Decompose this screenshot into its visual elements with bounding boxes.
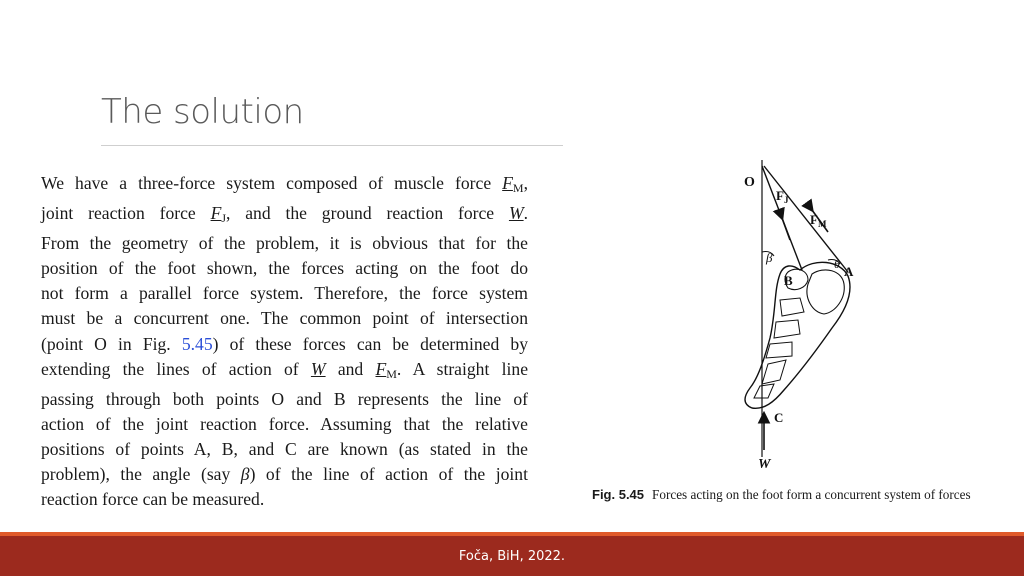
solution-paragraph (41, 171, 528, 512)
fj-symbol: $F_J$ (210, 203, 226, 226)
point-c-label: C (774, 410, 784, 425)
foot-force-diagram (700, 152, 880, 477)
paragraph-line: problem), the angle (say β) of the line of action of the joint (41, 464, 528, 485)
figure-caption (592, 487, 971, 503)
paragraph-line: reaction force can be measured. (41, 489, 265, 510)
paragraph-line: passing through both points O and B represents the line of (41, 388, 528, 409)
figure-caption-text: Forces acting on the foot form a concurrent system of forces (652, 487, 971, 502)
figure-reference-link[interactable]: 5.45 (181, 333, 213, 354)
title-divider (101, 145, 563, 146)
heel-bone (807, 270, 844, 314)
foot-outline (745, 262, 850, 408)
w-symbol: W (508, 203, 524, 224)
fm-label: $F_M$ (810, 212, 827, 229)
paragraph-line: joint reaction force $F_J$, and the ground reaction force W. (41, 203, 528, 226)
point-b-label: B (784, 273, 793, 288)
fj-arrow (782, 218, 790, 240)
point-o-label: O (744, 175, 755, 190)
footer-text: Foča, BiH, 2022. (458, 548, 566, 564)
paragraph-line: must be a concurrent one. The common point of intersection (41, 308, 528, 329)
fm-symbol: $F_M$ (502, 173, 524, 195)
beta-label: β (766, 250, 773, 265)
paragraph-line: positions of points A, B, and C are known (as stated in the (41, 438, 528, 459)
theta-label: θ (834, 257, 840, 271)
w-symbol: W (310, 358, 326, 379)
paragraph-line: We have a three-force system composed of muscle force $F_M$, (41, 173, 528, 195)
paragraph-line: (point O in Fig. 5.45) of these forces can be determined by (41, 333, 528, 354)
text-run: joint reaction force (41, 203, 211, 224)
w-label: W (758, 457, 771, 472)
paragraph-line: not form a parallel force system. Therefore, the force system (41, 283, 528, 304)
paragraph-line: position of the foot shown, the forces acting on the foot do (41, 258, 528, 279)
paragraph-line: From the geometry of the problem, it is obvious that for the (41, 233, 528, 254)
paragraph-line: extending the lines of action of W and $F_M$. A straight line (41, 358, 528, 381)
figure-caption-label: Fig. 5.45 (592, 487, 645, 502)
paragraph-line: action of the joint reaction force. Assuming that the relative (41, 413, 528, 434)
text-run: We have a three-force system composed of muscle force (41, 173, 503, 193)
fj-label: $F_J$ (776, 188, 789, 205)
slide-title: The solution (101, 92, 304, 132)
footer-bar (0, 536, 1024, 576)
fm-symbol: $F_M$ (375, 358, 397, 381)
point-a-label: A (844, 264, 854, 279)
